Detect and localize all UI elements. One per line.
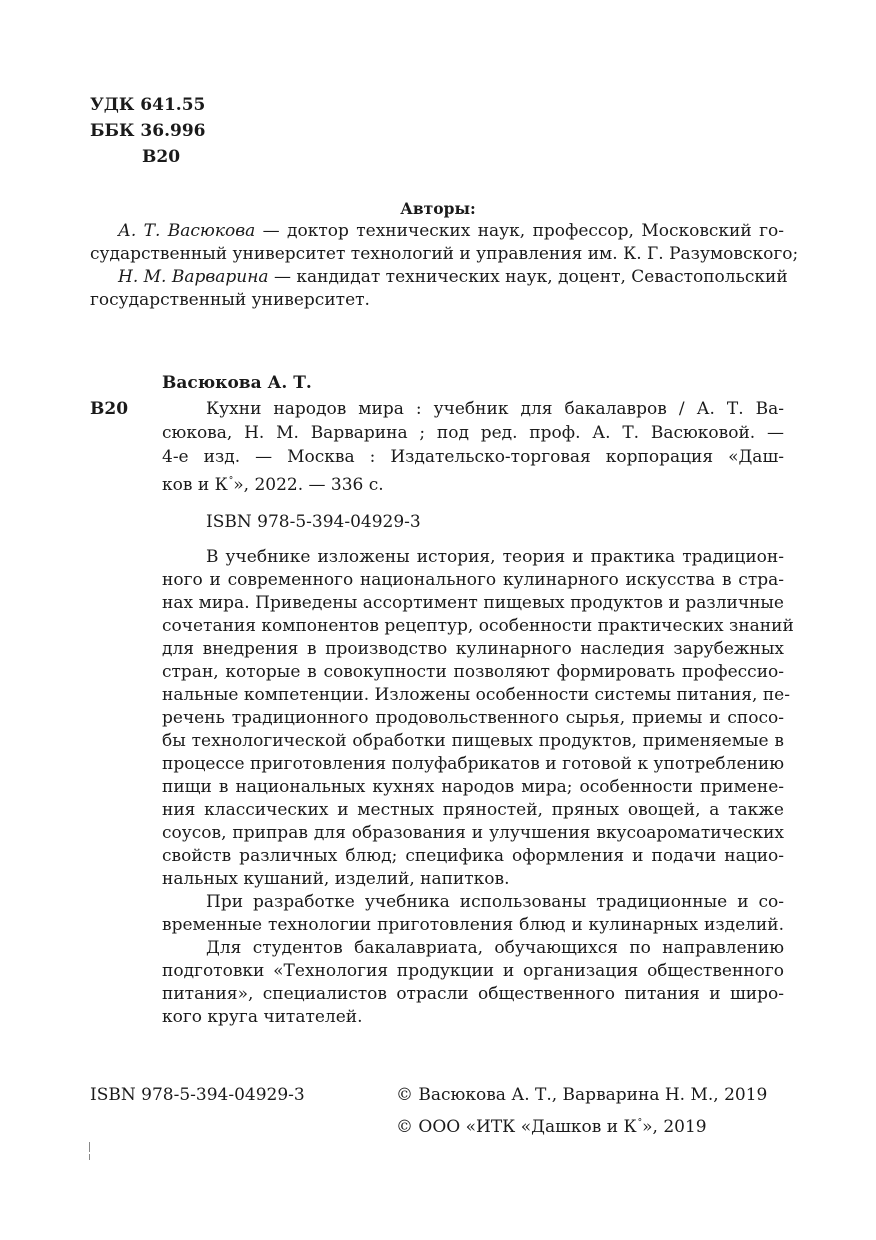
abstract-line: кого круга читателей.	[162, 1007, 363, 1027]
author-mark: В20	[142, 147, 181, 167]
entry-isbn: ISBN 978-5-394-04929-3	[206, 512, 421, 532]
copyright-publisher-name: © ООО «ИТК «Дашков и К	[396, 1117, 637, 1137]
copyright-year: », 2019	[642, 1117, 707, 1137]
abstract-line: сочетания компонентов рецептур, особенности практических знаний	[162, 616, 794, 636]
authors-heading: Авторы:	[400, 199, 476, 218]
author1-desc: — доктор технических наук, профессор, Московский го-	[255, 221, 784, 241]
abstract-line: нах мира. Приведены ассортимент пищевых продуктов и различные	[162, 593, 784, 613]
abstract-line: ного и современного национального кулинарного искусства в стра-	[162, 570, 784, 590]
abstract-line: стран, которые в совокупности позволяют формировать профессио-	[162, 662, 784, 682]
entry-line: Кухни народов мира : учебник для бакалавров / А. Т. Ва-	[206, 399, 784, 419]
abstract-line: В учебнике изложены история, теория и практика традицион-	[206, 547, 784, 567]
abstract-line: речень традиционного продовольственного сырья, приемы и спосо-	[162, 708, 784, 728]
abstract-line: Для студентов бакалавриата, обучающихся по направлению	[206, 938, 784, 958]
author2-name: Н. М. Варварина	[118, 267, 269, 287]
author1-line2: сударственный университет технологий и управления им. К. Г. Разумовского;	[90, 244, 799, 264]
author2-line1	[118, 266, 788, 289]
copyright-superscript: °	[637, 1118, 643, 1128]
abstract-line: свойств различных блюд; специфика оформления и подачи нацио-	[162, 846, 784, 866]
abstract-line: нальных кушаний, изделий, напитков.	[162, 869, 510, 889]
abstract-line: питания», специалистов отрасли общественного питания и широ-	[162, 984, 784, 1004]
abstract-line: При разработке учебника использованы традиционные и со-	[206, 892, 784, 912]
entry-publisher-name: ков и К	[162, 475, 228, 495]
scan-mark	[89, 1154, 90, 1160]
author2-desc: — кандидат технических наук, доцент, Севастопольский	[268, 267, 788, 287]
author2-line2: государственный университет.	[90, 290, 370, 310]
copyright-authors: © Васюкова А. Т., Варварина Н. М., 2019	[396, 1085, 768, 1105]
abstract-line: для внедрения в производство кулинарного наследия зарубежных	[162, 639, 784, 659]
entry-line	[162, 470, 384, 497]
abstract-line: пищи в национальных кухнях народов мира; особенности примене-	[162, 777, 784, 797]
footer-isbn: ISBN 978-5-394-04929-3	[90, 1085, 305, 1105]
abstract-line: ния классических и местных пряностей, пряных овощей, а также	[162, 800, 784, 820]
entry-year-pages: », 2022. — 336 с.	[233, 475, 384, 495]
abstract-line: бы технологической обработки пищевых продуктов, применяемые в	[162, 731, 784, 751]
entry-heading: Васюкова А. Т.	[162, 373, 312, 393]
abstract-line: нальные компетенции. Изложены особенности системы питания, пе-	[162, 685, 790, 705]
entry-mark: В20	[90, 399, 129, 419]
entry-line: 4-е изд. — Москва : Издательско-торговая корпорация «Даш-	[162, 447, 784, 467]
abstract-line: временные технологии приготовления блюд и кулинарных изделий.	[162, 915, 784, 935]
copyright-publisher	[396, 1112, 707, 1139]
abstract-line: процессе приготовления полуфабрикатов и готовой к употреблению	[162, 754, 784, 774]
abstract-line: подготовки «Технология продукции и организация общественного	[162, 961, 784, 981]
author1-line1	[118, 220, 784, 243]
entry-line: сюкова, Н. М. Варварина ; под ред. проф. А. Т. Васюковой. —	[162, 423, 784, 443]
udk-code: УДК 641.55	[90, 95, 206, 115]
entry-superscript: °	[228, 476, 234, 486]
abstract-line: соусов, приправ для образования и улучшения вкусоароматических	[162, 823, 784, 843]
scan-mark	[89, 1142, 90, 1152]
bbk-code: ББК 36.996	[90, 121, 206, 141]
author1-name: А. Т. Васюкова	[118, 221, 256, 241]
